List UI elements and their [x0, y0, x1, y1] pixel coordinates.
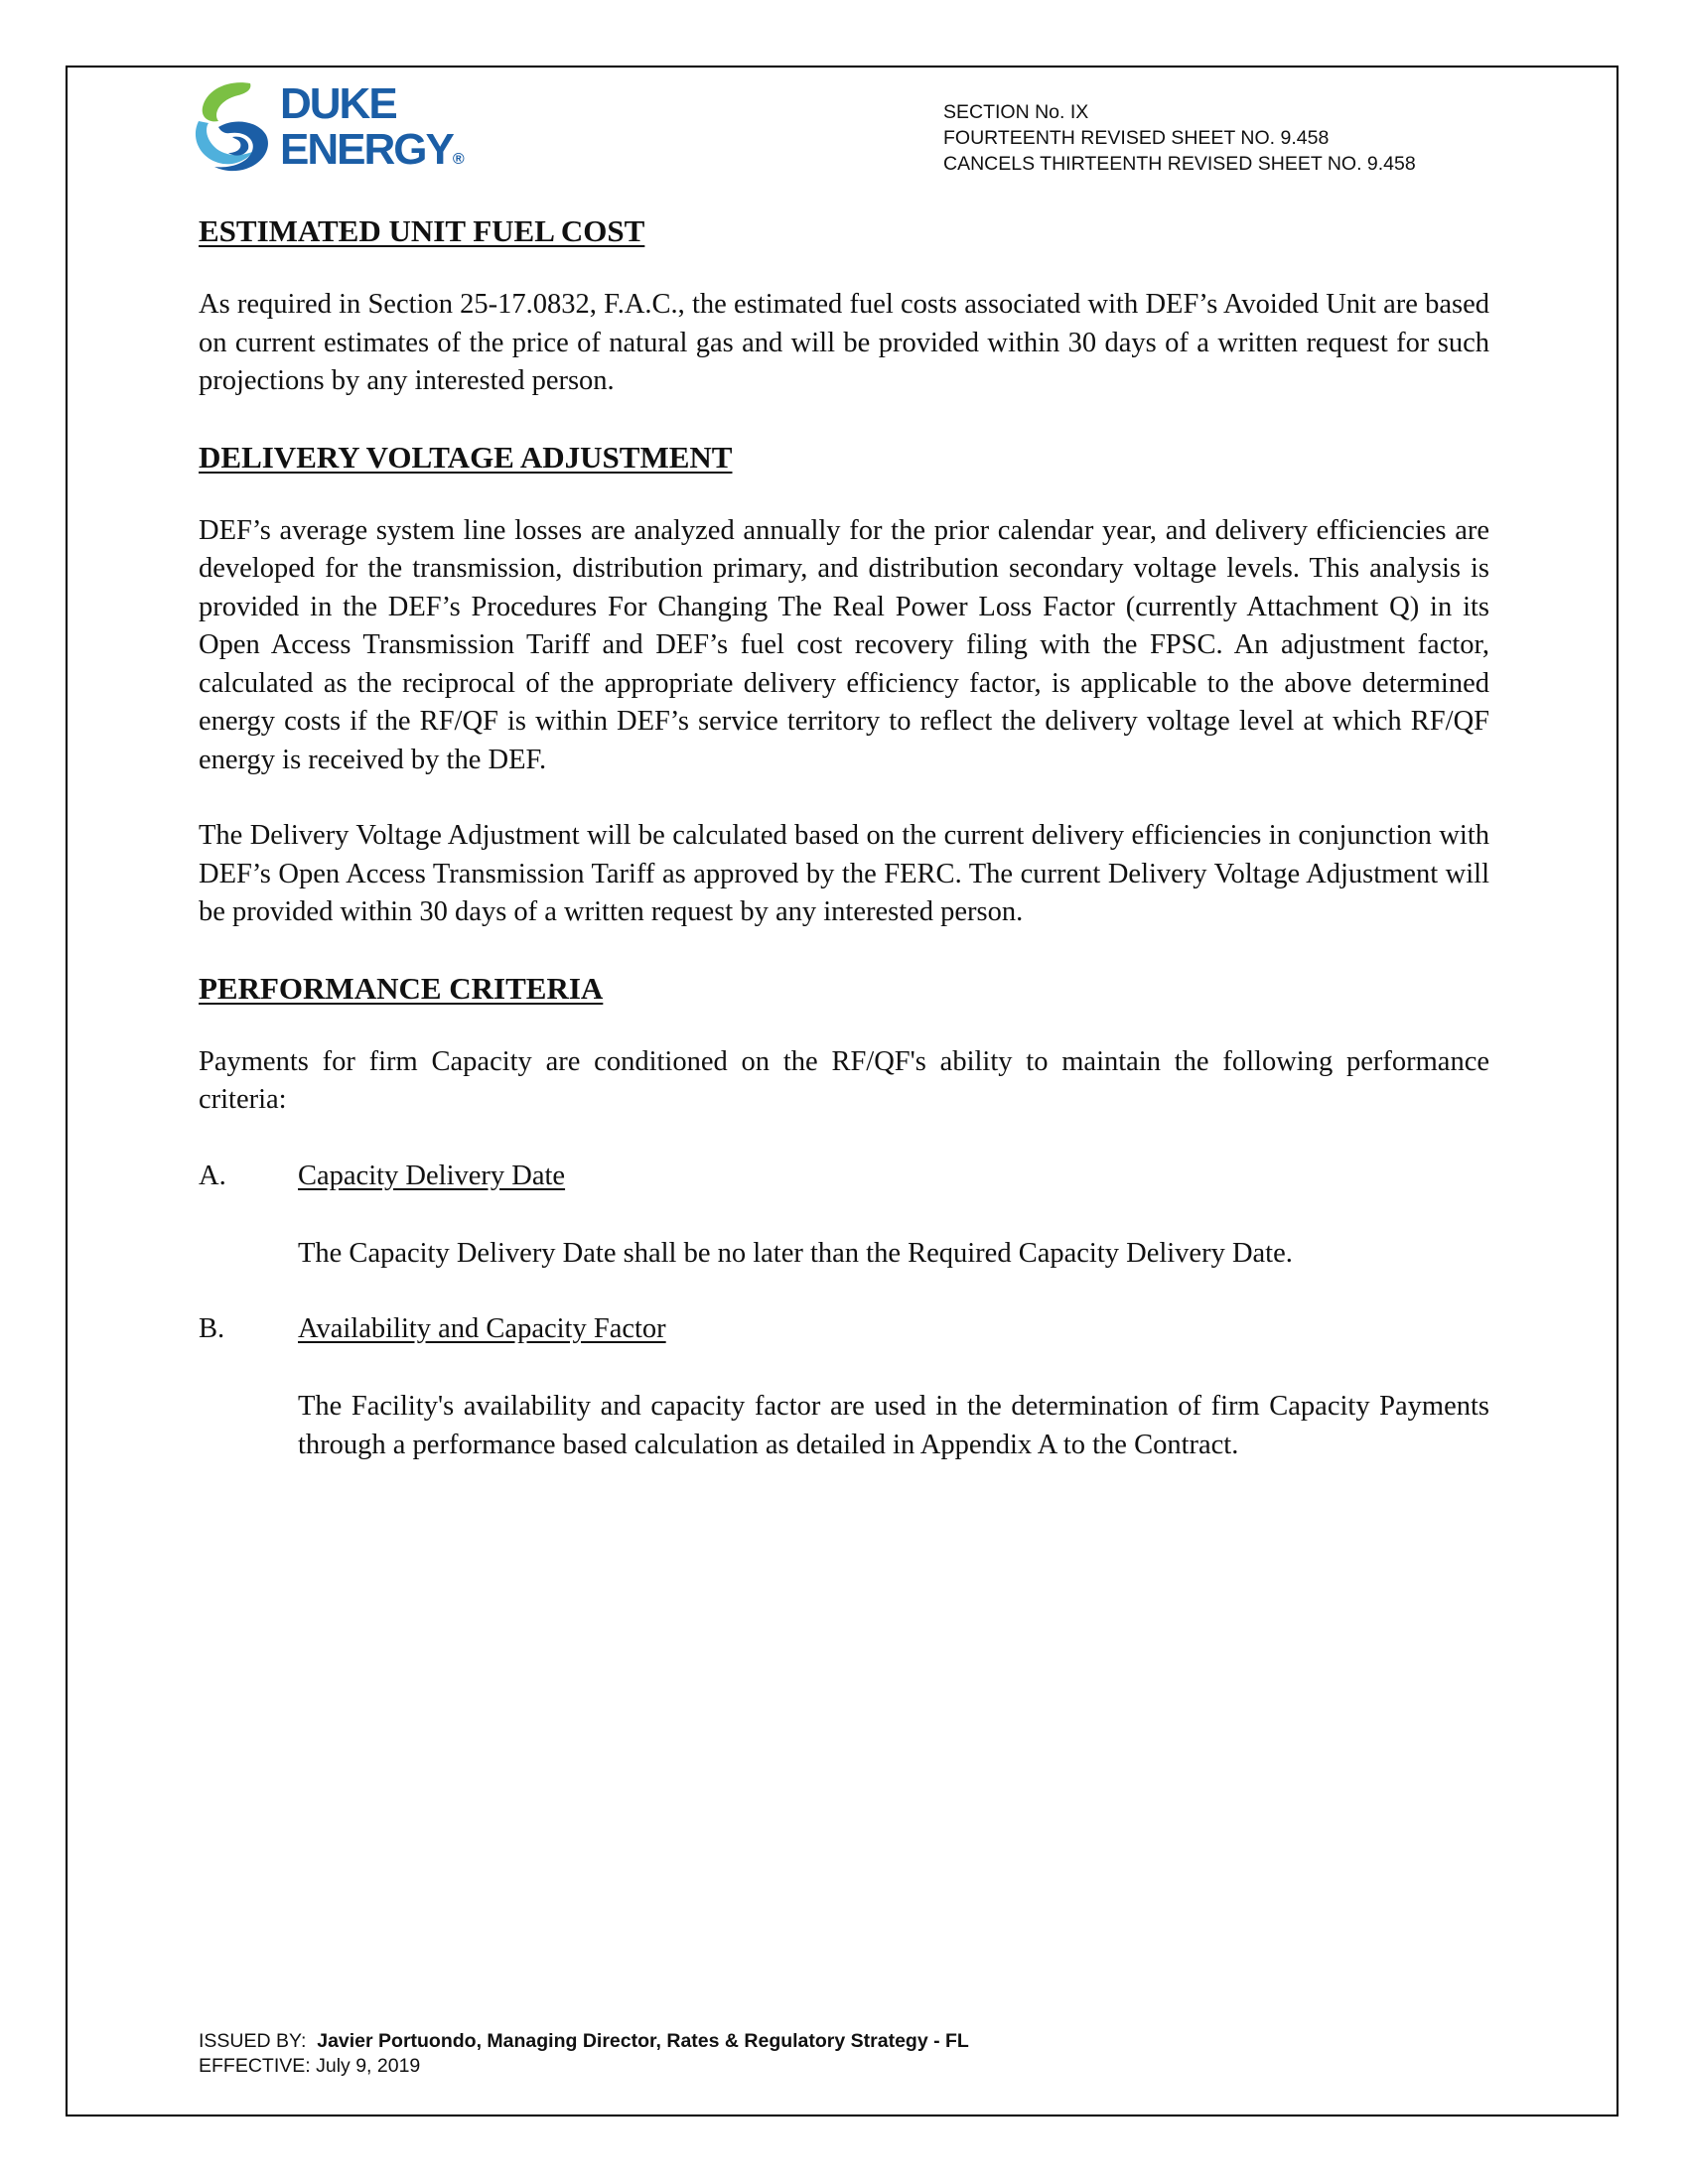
criteria-item-a: [199, 1158, 1489, 1197]
criteria-item-body: The Facility's availability and capacity factor are used in the determination of firm Capacity Payments through a performance based calculation as detailed in Appendix A to the Contract.: [298, 1391, 1489, 1460]
heading-delivery-voltage-adjustment: DELIVERY VOLTAGE ADJUSTMENT: [199, 439, 733, 475]
issued-footer: [199, 2029, 969, 2079]
criteria-item-title: Capacity Delivery Date: [298, 1160, 566, 1191]
heading-performance-criteria: PERFORMANCE CRITERIA: [199, 970, 604, 1006]
voltage-paragraph-2: The Delivery Voltage Adjustment will be calculated based on the current delivery efficiencies in conjunction with DEF’s Open Access Transmission Tariff as approved by the FERC. The current Delivery Voltage Adjustment will be provided within 30 days of a written request by any interested person.: [199, 820, 1489, 927]
duke-energy-swirl-icon: [189, 77, 278, 187]
issued-by-line: [199, 2029, 969, 2054]
fuel-cost-paragraph: As required in Section 25-17.0832, F.A.C., the estimated fuel costs associated with DEF’s Avoided Unit are based on current estimates of the price of natural gas and will be provided within 30 days of a written request for such projections by any interested person.: [199, 289, 1489, 396]
logo-wordmark: [280, 81, 465, 183]
criteria-item-letter: A.: [199, 1160, 226, 1191]
duke-energy-logo: [189, 77, 487, 187]
effective-label: EFFECTIVE:: [199, 2055, 311, 2077]
logo-line-energy: ENERGY®: [280, 125, 465, 174]
criteria-item-body: The Capacity Delivery Date shall be no later than the Required Capacity Delivery Date.: [298, 1237, 1293, 1269]
issued-by-name: Javier Portuondo, Managing Director, Rates & Regulatory Strategy - FL: [317, 2030, 969, 2052]
criteria-item-letter: B.: [199, 1313, 225, 1344]
heading-estimated-unit-fuel-cost: ESTIMATED UNIT FUEL COST: [199, 213, 645, 248]
performance-intro: Payments for firm Capacity are conditioned on the RF/QF's ability to maintain the following performance criteria:: [199, 1045, 1489, 1115]
effective-line: [199, 2054, 969, 2079]
registered-mark: ®: [452, 151, 465, 168]
criteria-item-title: Availability and Capacity Factor: [298, 1313, 666, 1344]
cancels-sheet: CANCELS THIRTEENTH REVISED SHEET NO. 9.458: [943, 153, 1416, 175]
voltage-paragraph-1: DEF’s average system line losses are analyzed annually for the prior calendar year, and delivery efficiencies are developed for the transmission, distribution primary, and distribution secondary voltage levels. This analysis is provided in the DEF’s Procedures For Changing The Real Power Loss Factor (currently Attachment Q) in its Open Access Transmission Tariff and DEF’s fuel cost recovery filing with the FPSC. An adjustment factor, calculated as the reciprocal of the appropriate delivery efficiency factor, is applicable to the above determined energy costs if the RF/QF is within DEF’s service territory to reflect the delivery voltage level at which RF/QF energy is received by the DEF.: [199, 514, 1489, 775]
sheet-number: FOURTEENTH REVISED SHEET NO. 9.458: [943, 127, 1330, 149]
issued-by-label: ISSUED BY:: [199, 2030, 307, 2052]
document-body: [199, 212, 1489, 1464]
sheet-header: [943, 99, 1416, 177]
section-number: SECTION No. IX: [943, 101, 1089, 123]
effective-date: July 9, 2019: [316, 2055, 421, 2077]
logo-line-duke: DUKE: [280, 79, 396, 128]
criteria-item-b: [199, 1310, 1489, 1350]
